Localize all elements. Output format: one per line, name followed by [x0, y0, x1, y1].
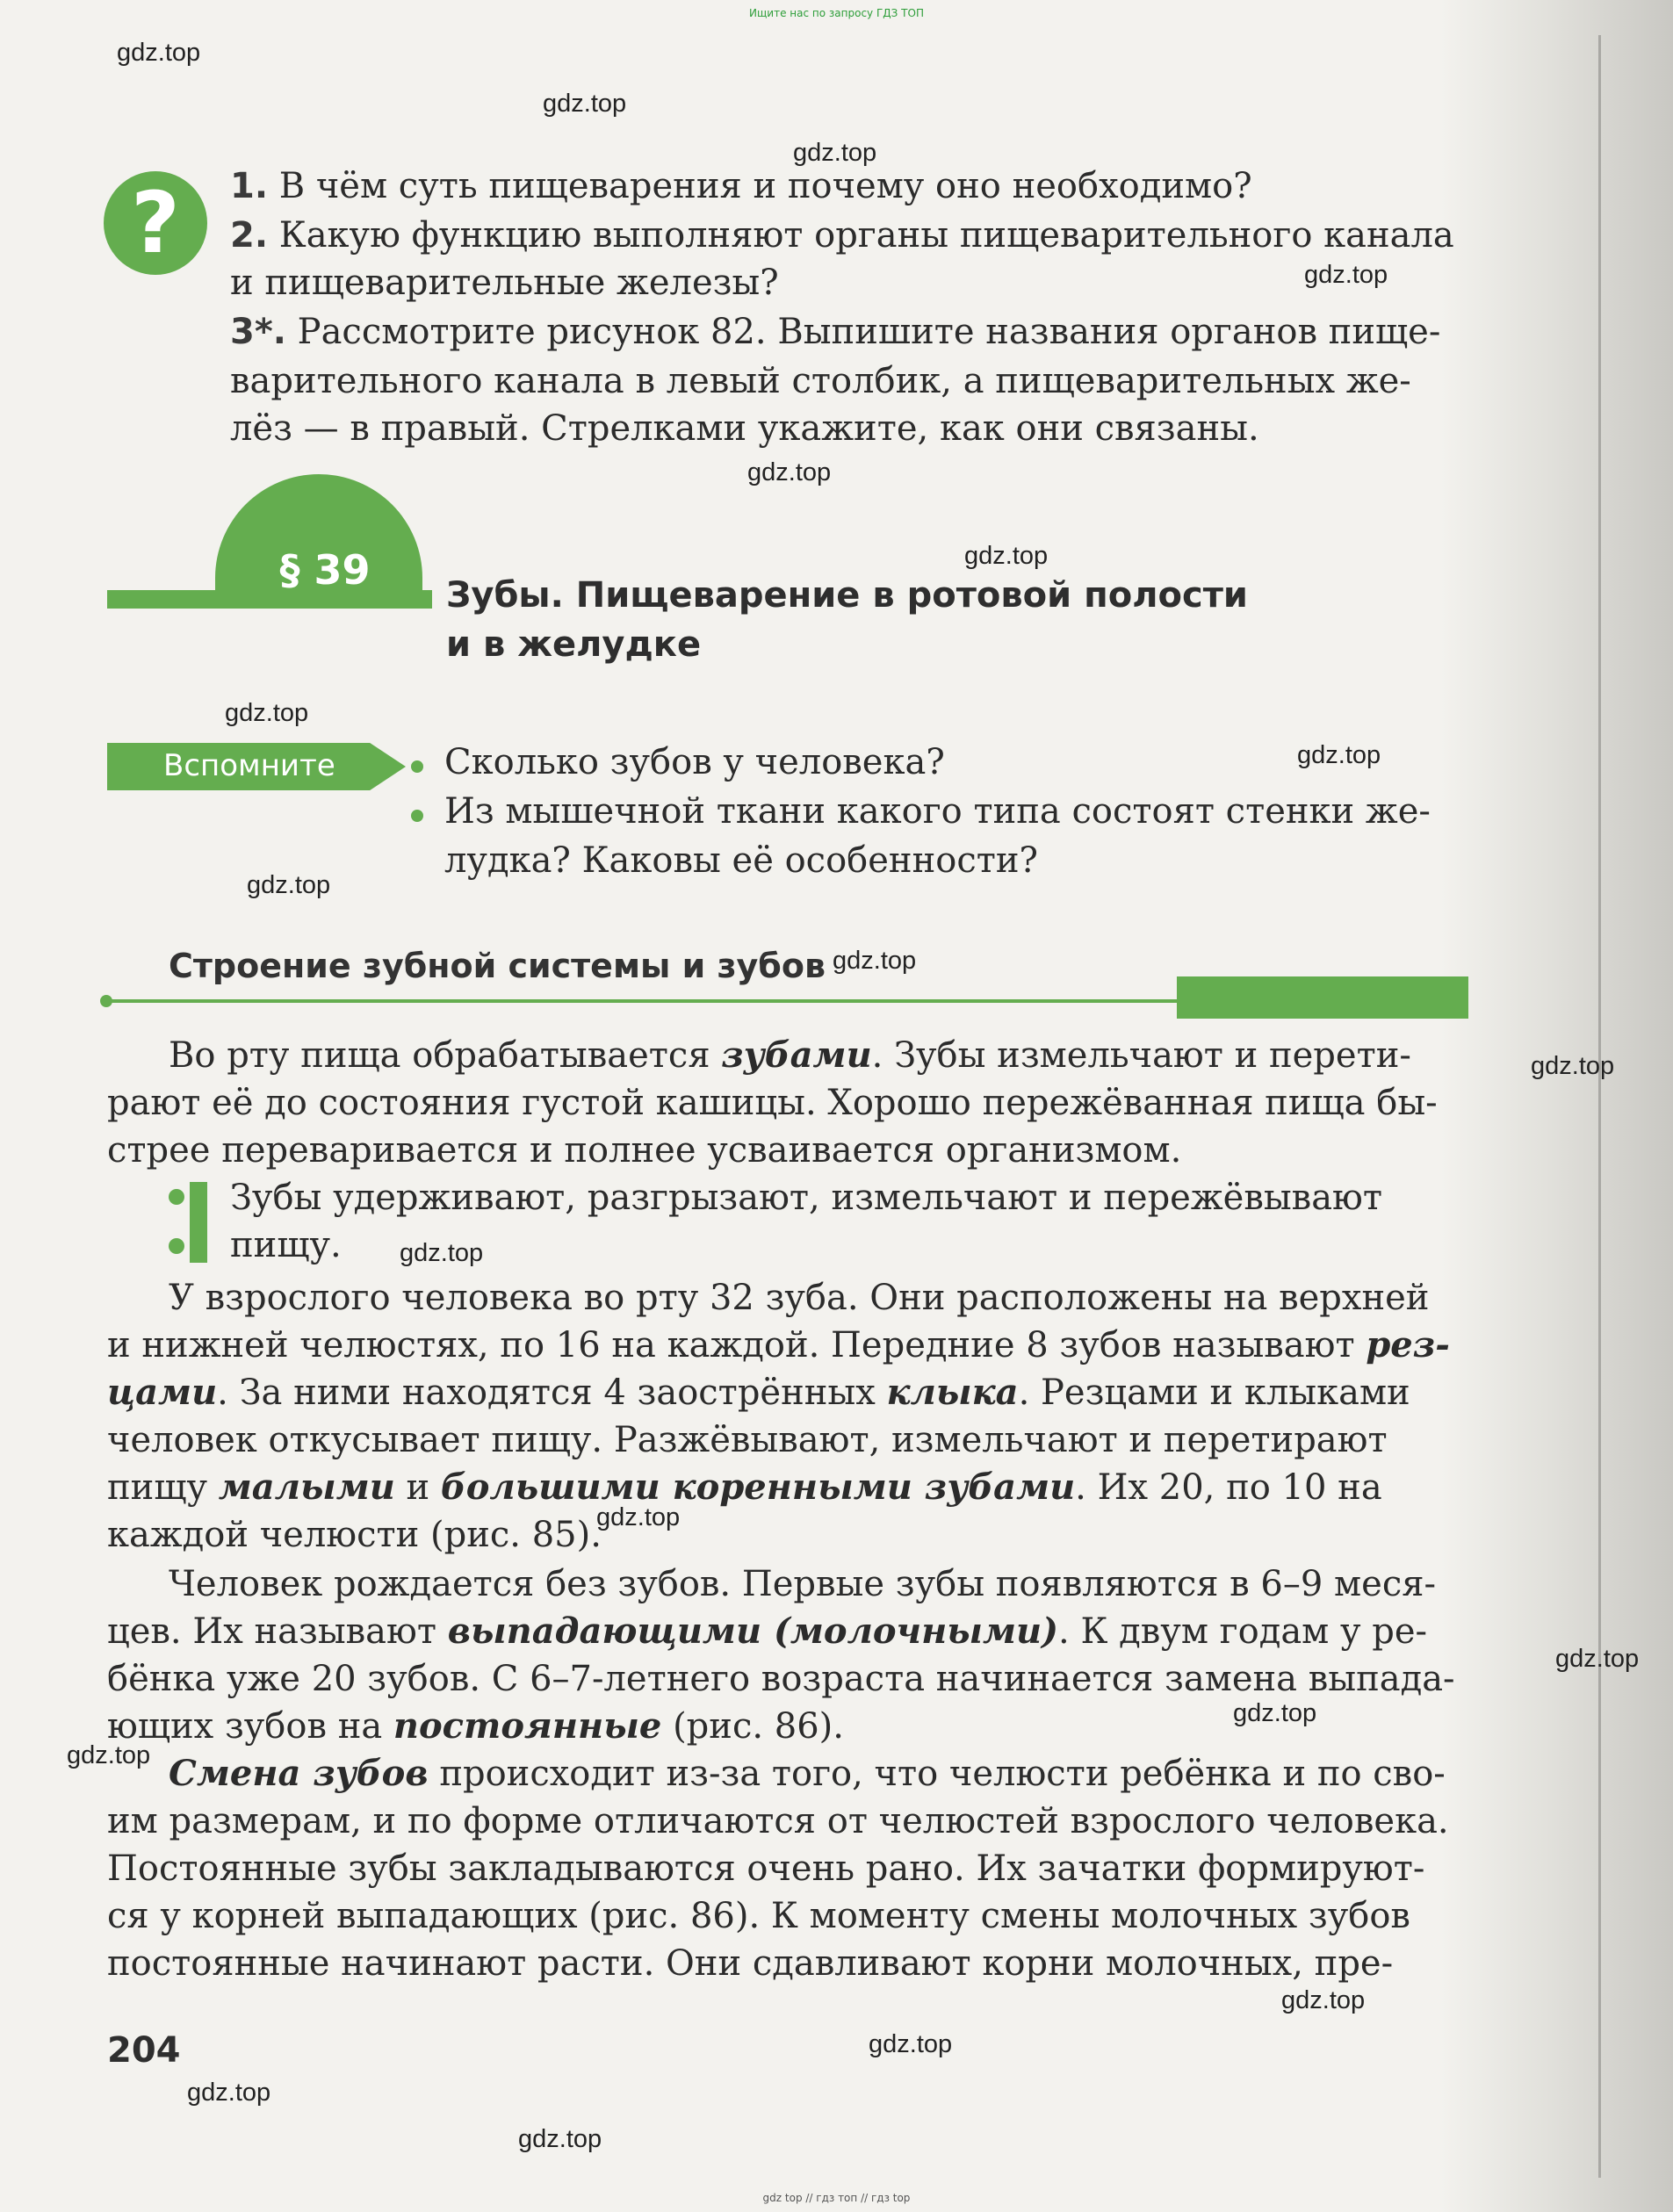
- remember-item-2-cont: лудка? Каковы её особенности?: [444, 840, 1038, 881]
- p2-line-5: пищу малыми и большими коренными зубами. Их 20, по 10 на: [107, 1466, 1382, 1508]
- subheading: Строение зубной системы и зубов: [169, 947, 826, 985]
- p2-line-4: человек откусывает пищу. Разжёвывают, измельчают и перетирают: [107, 1420, 1388, 1460]
- p2-line-6: каждой челюсти (рис. 85).: [107, 1515, 602, 1555]
- memo-line-2: пищу.: [230, 1225, 342, 1265]
- p4-line-5: постоянные начинают расти. Они сдавливают корни молочных, пре-: [107, 1943, 1394, 1984]
- section-title: Зубы. Пищеварение в ротовой полости: [446, 575, 1248, 616]
- question-3-cont: варительного канала в левый столбик, а пищеварительных же-: [230, 361, 1411, 401]
- watermark: gdz.top: [400, 1239, 484, 1267]
- watermark: gdz.top: [793, 139, 877, 167]
- page-edge-shadow: [1440, 0, 1673, 2212]
- question-2-cont: и пищеварительные железы?: [230, 263, 779, 303]
- memo-line-1: Зубы удерживают, разгрызают, измельчают и пережёвывают: [230, 1178, 1382, 1218]
- watermark: gdz.top: [833, 947, 917, 975]
- subheading-rule: [107, 999, 1179, 1003]
- watermark: gdz.top: [67, 1741, 151, 1769]
- subheading-dot: [100, 995, 112, 1007]
- p4-line-4: ся у корней выпадающих (рис. 86). К моменту смены молочных зубов: [107, 1896, 1410, 1936]
- question-1: 1. В чём суть пищеварения и почему оно необходимо?: [230, 166, 1252, 206]
- p4-line-1: Смена зубов происходит из-за того, что челюсти ребёнка и по сво-: [169, 1753, 1446, 1794]
- watermark: gdz.top: [1233, 1699, 1317, 1727]
- remember-item-2: Из мышечной ткани какого типа состоят стенки же-: [444, 791, 1431, 832]
- p4-line-3: Постоянные зубы закладываются очень рано. Их зачатки формируют-: [107, 1848, 1425, 1889]
- watermark: gdz.top: [117, 39, 201, 67]
- p3-line-4: ющих зубов на постоянные (рис. 86).: [107, 1705, 844, 1747]
- p3-line-2: цев. Их называют выпадающими (молочными). К двум годам у ре-: [107, 1610, 1428, 1652]
- subheading-block: [1177, 976, 1468, 1019]
- p1-line-1: Во рту пища обрабатывается зубами. Зубы измельчают и перети-: [169, 1034, 1411, 1076]
- p3-line-3: бёнка уже 20 зубов. С 6–7-летнего возраста начинается замена выпада-: [107, 1659, 1455, 1699]
- question-3: 3*. Рассмотрите рисунок 82. Выпишите названия органов пище-: [230, 312, 1441, 352]
- watermark: gdz.top: [1304, 261, 1388, 289]
- watermark: gdz.top: [747, 458, 832, 486]
- bullet-icon: [411, 760, 423, 773]
- page-number: 204: [107, 2030, 181, 2071]
- watermark: gdz.top: [1297, 741, 1381, 769]
- watermark: gdz.top: [1531, 1052, 1615, 1080]
- remember-item-1: Сколько зубов у человека?: [444, 742, 945, 782]
- watermark: gdz.top: [869, 2030, 953, 2058]
- watermark: gdz.top: [225, 699, 309, 727]
- watermark: gdz.top: [1281, 1986, 1366, 2014]
- remember-label: Вспомните: [163, 748, 335, 783]
- header-note: Ищите нас по запросу ГДЗ ТОП: [749, 7, 924, 19]
- p3-line-1: Человек рождается без зубов. Первые зубы появляются в 6–9 меся-: [169, 1564, 1436, 1604]
- watermark: gdz.top: [964, 542, 1049, 570]
- memo-icon: [169, 1182, 209, 1263]
- question-3-cont: лёз — в правый. Стрелками укажите, как они связаны.: [230, 408, 1259, 449]
- section-title-cont: и в желудке: [446, 624, 702, 665]
- p1-line-2: рают её до состояния густой кашицы. Хорошо пережёванная пища бы-: [107, 1083, 1438, 1123]
- p2-line-2: и нижней челюстях, по 16 на каждой. Передние 8 зубов называют рез-: [107, 1324, 1450, 1365]
- watermark: gdz.top: [247, 871, 331, 899]
- p2-line-1: У взрослого человека во рту 32 зуба. Они расположены на верхней: [169, 1278, 1430, 1318]
- watermark: gdz.top: [187, 2079, 271, 2107]
- bullet-icon: [411, 810, 423, 822]
- p2-line-3: цами. За ними находятся 4 заострённых клыка. Резцами и клыками: [107, 1372, 1410, 1413]
- section-number: § 39: [279, 546, 371, 594]
- footer-note: gdz top // гдз топ // гдз top: [762, 2192, 911, 2204]
- p4-line-2: им размерам, и по форме отличаются от челюстей взрослого человека.: [107, 1801, 1449, 1841]
- watermark: gdz.top: [1555, 1645, 1640, 1673]
- question-2: 2. Какую функцию выполняют органы пищеварительного канала: [230, 215, 1454, 256]
- page-edge-line: [1598, 35, 1601, 2178]
- watermark: gdz.top: [518, 2125, 602, 2153]
- watermark: gdz.top: [543, 90, 627, 118]
- question-icon: ?: [104, 171, 207, 275]
- p1-line-3: стрее переваривается и полнее усваивается организмом.: [107, 1130, 1182, 1171]
- watermark: gdz.top: [596, 1503, 681, 1531]
